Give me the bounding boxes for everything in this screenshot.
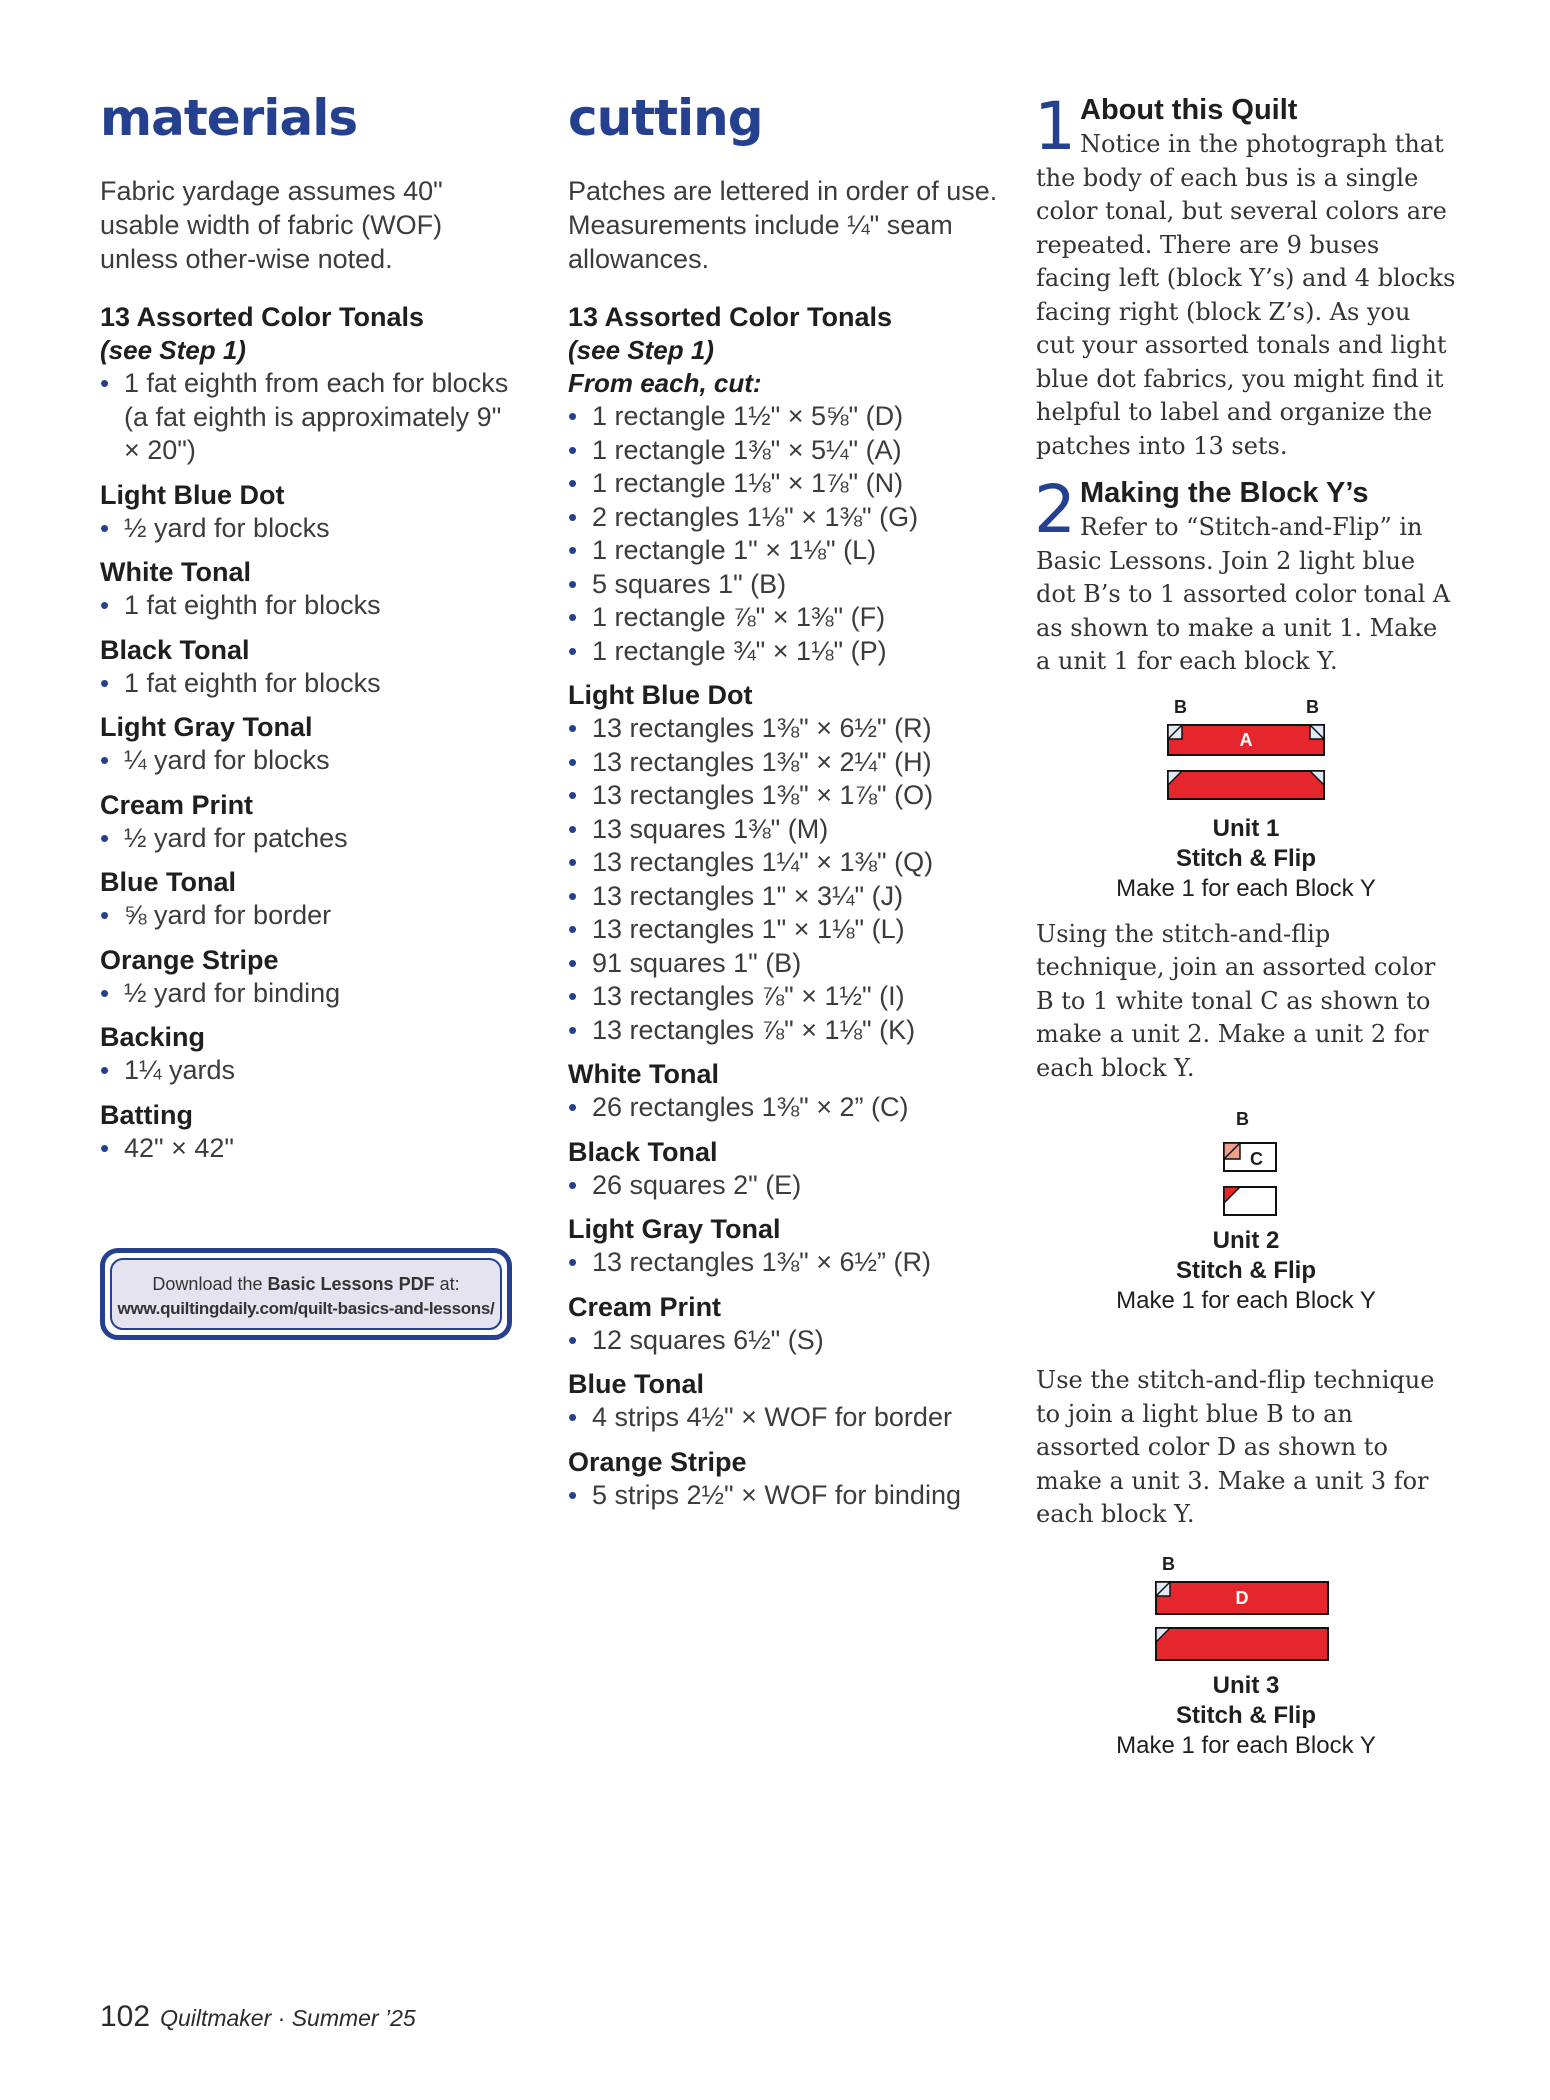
cutting-item-list (568, 1324, 1008, 1358)
unit-1-label-b-right: B (1306, 698, 1319, 717)
cutting-group-name: Cream Print (568, 1291, 722, 1322)
cutting-item-list (568, 712, 1008, 1047)
materials-item-list (100, 822, 520, 856)
materials-group (100, 943, 520, 1011)
list-item: • 1 rectangle 1⅜" × 5¼" (A) (568, 434, 1008, 468)
unit-3-illustration (1146, 1556, 1346, 1666)
cutting-list (568, 300, 1008, 1512)
cutting-group (568, 1290, 1008, 1358)
download-box-inner (110, 1258, 502, 1330)
materials-item-list (100, 899, 520, 933)
list-item: • ¼ yard for blocks (100, 744, 520, 778)
step-2-title: Making the Block Y’s (1080, 477, 1369, 509)
cutting-group-name: White Tonal (568, 1059, 719, 1089)
publication-name: Quiltmaker · Summer ’25 (160, 2005, 416, 2031)
list-item: • ½ yard for blocks (100, 512, 520, 546)
list-item: • ⅝ yard for border (100, 899, 520, 933)
cutting-group (568, 1367, 1008, 1435)
download-text (112, 1271, 500, 1297)
cutting-item-list (568, 1479, 1008, 1513)
unit-2-caption: Unit 2 (1212, 1227, 1280, 1254)
cutting-item-list (568, 400, 1008, 668)
download-suffix: at: (434, 1274, 460, 1294)
list-item: • 1¼ yards (100, 1054, 520, 1088)
unit-2-label-c: C (1250, 1149, 1263, 1169)
unit-2-label-b: B (1236, 1109, 1249, 1129)
unit-3-technique: Stitch & Flip (1176, 1701, 1316, 1729)
materials-column (100, 88, 520, 1175)
materials-group-name: Light Gray Tonal (100, 712, 313, 742)
list-item: • 13 rectangles 1⅜" × 6½" (R) (568, 712, 1008, 746)
list-item: • 4 strips 4½" × WOF for border (568, 1401, 1008, 1435)
step-2-number: 2 (1034, 471, 1076, 548)
list-item: • 5 squares 1" (B) (568, 568, 1008, 602)
cutting-group-note2: From each, cut: (568, 368, 762, 398)
cutting-group-name: Blue Tonal (568, 1369, 705, 1399)
unit-2-technique: Stitch & Flip (1176, 1257, 1316, 1284)
materials-item-list (100, 1054, 520, 1088)
cutting-group (568, 678, 1008, 1047)
materials-group (100, 865, 520, 933)
list-item: • 1 rectangle 1" × 1⅛" (L) (568, 534, 1008, 568)
cutting-group (568, 1445, 1008, 1513)
unit-1-caption: Unit 1 (1212, 814, 1280, 842)
page-number: 102 (100, 2000, 151, 2033)
materials-group-name: Batting (100, 1099, 193, 1130)
cutting-group-name: 13 Assorted Color Tonals (568, 302, 893, 332)
list-item: • 42" × 42" (100, 1132, 520, 1166)
instructions-column (1034, 88, 1456, 1775)
materials-group-name: Backing (100, 1022, 206, 1052)
list-item: • ½ yard for patches (100, 822, 520, 856)
cutting-item-list (568, 1169, 1008, 1203)
download-box[interactable] (100, 1248, 512, 1340)
list-item: • 13 rectangles 1" × 3¼" (J) (568, 880, 1008, 914)
download-link[interactable]: www.quiltingdaily.com/quilt-basics-and-lessons/ (117, 1299, 495, 1318)
unit-3-paragraph: Use the stitch-and-flip technique to join a light blue B to an assorted color D as shown to make a unit 3. Make a unit 3 for each block Y. (1036, 1366, 1435, 1528)
cutting-group (568, 1057, 1008, 1125)
materials-group (100, 1098, 520, 1166)
step-1-text: Notice in the photograph that the body of each bus is a single color tonal, but several colors are repeated. There are 9 buses facing left (block Y’s) and 4 blocks facing right (block Z’s). As you cut your assorted tonals and light blue dot fabrics, you might find it helpful to label and organize the patches into 13 sets. (1036, 130, 1456, 460)
materials-group-note: (see Step 1) (100, 335, 246, 365)
unit-1-label-a: A (1239, 729, 1253, 750)
cutting-group-name: Light Blue Dot (568, 680, 753, 710)
materials-item-list (100, 667, 520, 701)
unit-3-caption: Unit 3 (1212, 1671, 1280, 1699)
list-item: • 5 strips 2½" × WOF for binding (568, 1479, 1008, 1513)
list-item: • 13 rectangles ⅞" × 1½" (I) (568, 980, 1008, 1014)
materials-group-name: 13 Assorted Color Tonals (100, 302, 425, 332)
materials-group (100, 300, 520, 468)
list-item: • 26 rectangles 1⅜" × 2” (C) (568, 1091, 1008, 1125)
cutting-item-list (568, 1401, 1008, 1435)
list-item: • 1 fat eighth from each for blocks (a fat eighth is approximately 9" × 20") (100, 367, 520, 468)
unit-3-diagram (1036, 1556, 1456, 1761)
list-item: • 1 rectangle 1½" × 5⅝" (D) (568, 400, 1008, 434)
cutting-group-name: Orange Stripe (568, 1446, 747, 1477)
list-item: • 13 rectangles 1" × 1⅛" (L) (568, 913, 1008, 947)
materials-heading: materials (100, 89, 358, 147)
cutting-column (568, 88, 1008, 1522)
unit-1-illustration (1146, 699, 1346, 809)
unit-3-instruction: Make 1 for each Block Y (1116, 1731, 1376, 1759)
materials-item-list (100, 367, 520, 468)
list-item: • 13 rectangles 1⅜" × 6½” (R) (568, 1246, 1008, 1280)
unit-1-diagram (1036, 699, 1456, 904)
list-item: • 26 squares 2" (E) (568, 1169, 1008, 1203)
download-bold: Basic Lessons PDF (267, 1274, 435, 1294)
materials-item-list (100, 977, 520, 1011)
list-item: • 91 squares 1" (B) (568, 947, 1008, 981)
materials-group-name: Black Tonal (100, 634, 250, 665)
cutting-item-list (568, 1246, 1008, 1280)
list-item: • ½ yard for binding (100, 977, 520, 1011)
materials-group (100, 1020, 520, 1088)
cutting-group-note: (see Step 1) (568, 335, 714, 365)
cutting-group-name: Light Gray Tonal (568, 1214, 781, 1244)
list-item: • 13 rectangles 1⅜" × 1⅞" (O) (568, 779, 1008, 813)
unit-2-paragraph: Using the stitch-and-flip technique, join an assorted color B to 1 white tonal C as shown to make a unit 2. Make a unit 2 for each block Y. (1036, 919, 1436, 1082)
list-item: • 13 squares 1⅜" (M) (568, 813, 1008, 847)
list-item: • 2 rectangles 1⅛" × 1⅜" (G) (568, 501, 1008, 535)
unit-3-label-b: B (1162, 1555, 1175, 1574)
materials-group (100, 788, 520, 856)
cutting-group (568, 300, 1008, 668)
step-1 (1034, 88, 1456, 463)
cutting-group (568, 1212, 1008, 1280)
list-item: • 12 squares 6½" (S) (568, 1324, 1008, 1358)
list-item: • 1 rectangle 1⅛" × 1⅞" (N) (568, 467, 1008, 501)
materials-group (100, 633, 520, 701)
unit-1-instruction: Make 1 for each Block Y (1116, 874, 1376, 902)
step-2-text: Refer to “Stitch-and-Flip” in Basic Lessons. Join 2 light blue dot B’s to 1 assorted color tonal A as shown to make a unit 1. Make a unit 1 for each block Y. (1036, 513, 1451, 675)
step-1-title: About this Quilt (1080, 94, 1298, 126)
step-2 (1034, 471, 1456, 679)
materials-group (100, 555, 520, 623)
materials-group-name: Cream Print (100, 789, 254, 820)
download-prefix: Download the (152, 1274, 268, 1294)
step-1-number: 1 (1034, 88, 1076, 165)
list-item: • 1 rectangle ⅞" × 1⅜" (F) (568, 601, 1008, 635)
list-item: • 13 rectangles 1¼" × 1⅜" (Q) (568, 846, 1008, 880)
list-item: • 13 rectangles 1⅜" × 2¼" (H) (568, 746, 1008, 780)
unit-1-label-b-left: B (1174, 698, 1187, 717)
unit-3-label-d: D (1235, 1587, 1249, 1608)
cutting-item-list (568, 1091, 1008, 1125)
unit-2-illustration (1206, 1109, 1286, 1221)
cutting-heading: cutting (568, 89, 763, 147)
materials-group (100, 478, 520, 546)
cutting-group (568, 1135, 1008, 1203)
materials-group (100, 710, 520, 778)
materials-group-name: Light Blue Dot (100, 479, 285, 510)
materials-item-list (100, 512, 520, 546)
unit-2-instruction: Make 1 for each Block Y (1116, 1287, 1376, 1314)
materials-item-list (100, 1132, 520, 1166)
unit-1-finished (1168, 771, 1324, 799)
unit-2-diagram (1036, 1109, 1456, 1316)
materials-item-list (100, 744, 520, 778)
list-item: • 13 rectangles ⅞" × 1⅛" (K) (568, 1014, 1008, 1048)
unit-3-finished (1156, 1628, 1328, 1660)
materials-list (100, 300, 520, 1165)
list-item: • 1 fat eighth for blocks (100, 589, 520, 623)
materials-group-name: Blue Tonal (100, 867, 237, 897)
materials-item-list (100, 589, 520, 623)
list-item: • 1 rectangle ¾" × 1⅛" (P) (568, 635, 1008, 669)
unit-1-technique: Stitch & Flip (1176, 844, 1316, 872)
materials-intro: Fabric yardage assumes 40" usable width of fabric (WOF) unless other-wise noted. (100, 176, 443, 274)
cutting-group-name: Black Tonal (568, 1136, 718, 1167)
materials-group-name: White Tonal (100, 557, 251, 587)
page-footer (100, 2000, 416, 2034)
list-item: • 1 fat eighth for blocks (100, 667, 520, 701)
materials-group-name: Orange Stripe (100, 944, 279, 975)
cutting-intro: Patches are lettered in order of use. Measurements include ¼" seam allowances. (568, 176, 998, 274)
